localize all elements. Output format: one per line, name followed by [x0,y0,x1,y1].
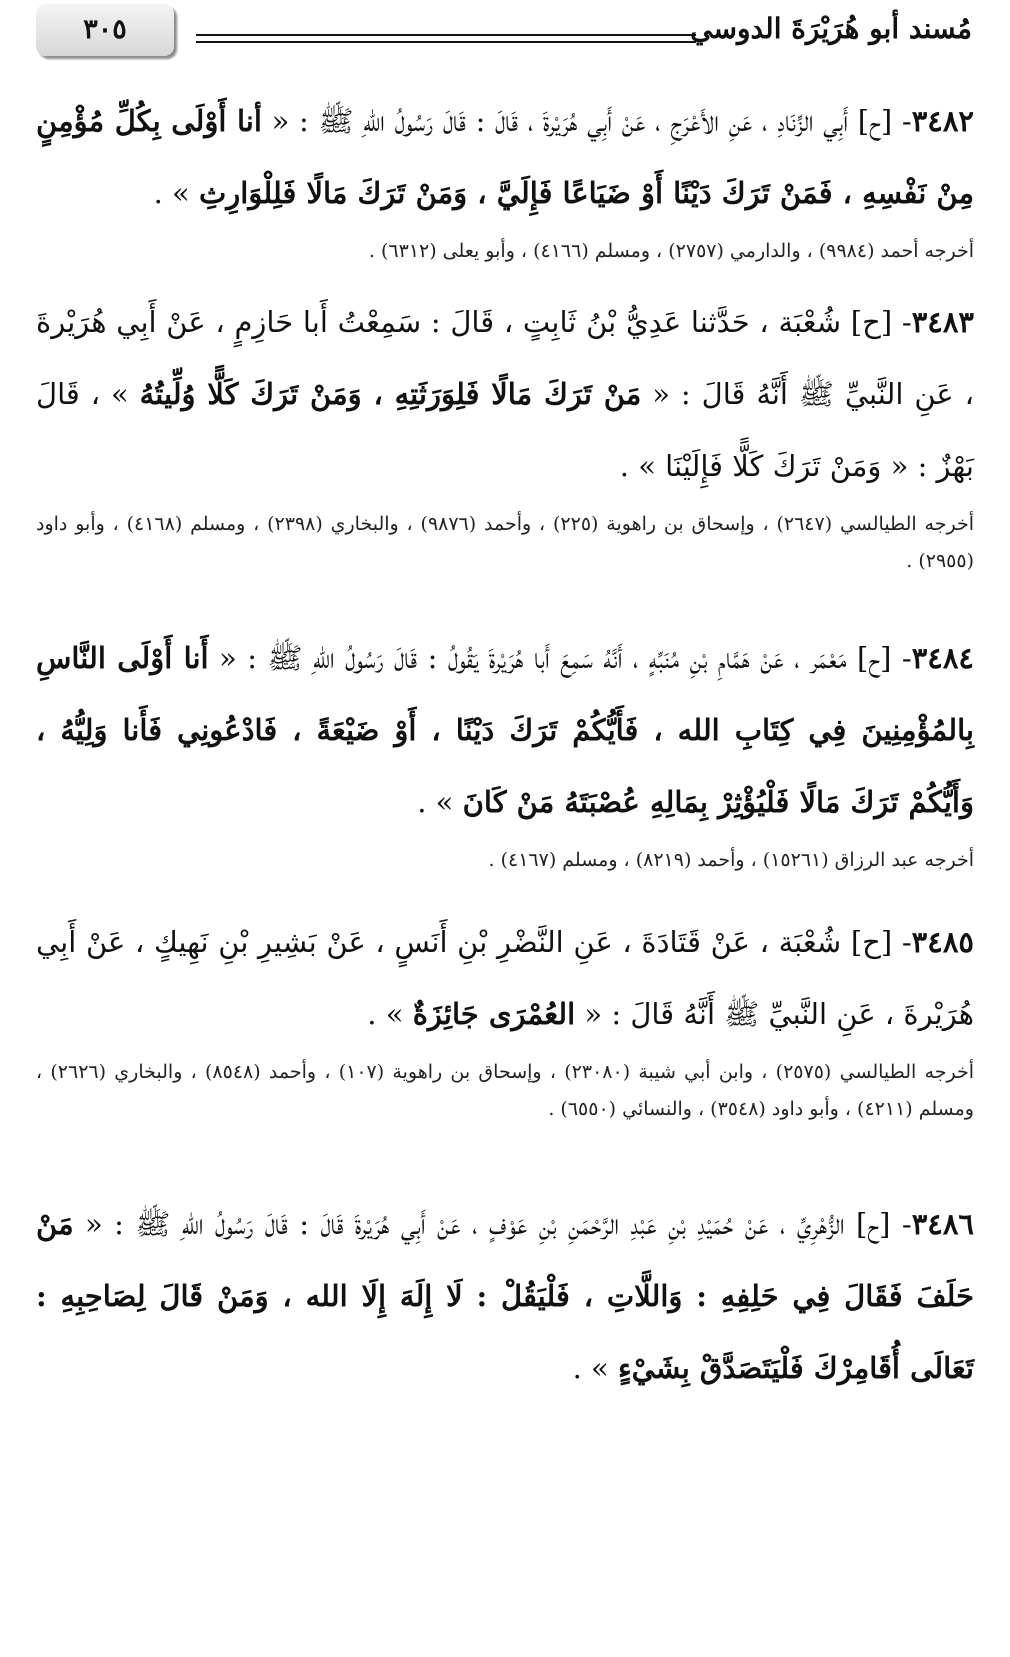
isnad: [ح] الزُّهْرِيِّ ، عَنْ حُمَيْدِ بْنِ عَبْدِ الرَّحْمَنِ بْنِ عَوْفٍ ، عَنْ أَبِي هُرَيْرةَ قَالَ : قَالَ رَسُولُ اللهِ ﷺ : « [85,1207,891,1241]
header-rule [196,41,696,43]
entry-number: ٣٤٨٣ [911,305,974,339]
hadith-text: ٣٤٨٦- [ح] الزُّهْرِيِّ ، عَنْ حُمَيْدِ بْنِ عَبْدِ الرَّحْمَنِ بْنِ عَوْفٍ ، عَنْ أَبِي هُرَيْرةَ قَالَ : قَالَ رَسُولُ اللهِ ﷺ : « مَنْ حَلَفَ فَقَالَ فِي حَلِفِهِ : وَاللَّاتِ ، فَلْيَقُلْ : لَا إِلَهَ إِلَا الله ، وَمَنْ قَالَ لِصَاحِبِهِ : تَعَالَى أُقَامِرْكَ فَلْيَتَصَدَّقْ بِشَيْءٍ » . [36,1207,974,1385]
hadith-matn: أَنا أَوْلَى النَّاسِ بِالمُؤْمِنِينَ فِي كِتَابِ الله ، فَأَيُّكُمْ تَرَكَ دَيْنًا ، أَوْ ضَيْعَةً ، فَادْعُونِي فَأَنا وَلِيُّهُ ، وَأَيُّكُمْ تَرَكَ مَالًا فَلْيُؤْثِرْ بِمَالِهِ عُصْبَتَهُ مَنْ كَانَ [36,641,974,819]
page-number-tab: ٣٠٥ [36,4,174,56]
hadith-entry-3486 [36,1188,974,1404]
takhrij-note: أخرجه الطيالسي (٢٥٧٥) ، وابن أبي شيبة (٢٣٠٨٠) ، وإسحاق بن راهوية (١٠٧) ، وأحمد (٨٥٤٨) ، والبخاري (٢٦٢٦) ، ومسلم (٤٢١١) ، وأبو داود (٣٥٤٨) ، والنسائي (٦٥٥٠) . [36,1061,975,1120]
page-header [0,0,1010,70]
hadith-matn: مَنْ تَرَكَ مَالًا فَلِوَرَثَتِهِ ، وَمَنْ تَرَكَ كَلًّا وُلِّيتُهُ [139,377,642,411]
hadith-matn: العُمْرَى جَائِزَةٌ [412,997,576,1031]
entry-number: ٣٤٨٢ [911,104,975,138]
closing: » ، قَالَ بَهْزٌ : « وَمَنْ تَرَكَ كَلًّا فَإِلَيْنَا » . [36,377,974,483]
hadith-text: ٣٤٨٢- [ح] أَبِي الزِّنَادِ ، عَنِ الأَعْرَجِ ، عَنْ أَبِي هُرَيْرةَ ، قَالَ : قَالَ رَسُولُ اللهِ ﷺ : « أنا أَوْلَى بِكُلِّ مُؤْمِنٍ مِنْ نَفْسِهِ ، فَمَنْ تَرَكَ دَيْنًا أَوْ ضَيَاعًا فَإِلَيَّ ، وَمَنْ تَرَكَ مَالًا فَلِلْوَارِثِ » . [36,104,975,210]
closing: » . [417,785,454,819]
hadith-entry-3483 [36,286,974,580]
hadith-text: ٣٤٨٤- [ح] مَعْمَر ، عَنْ هَمَّامِ بْنِ مُنَبِّهٍ ، أَنَّهُ سَمِعَ أَبا هُرَيْرةَ يَقُولُ : قَالَ رَسُولُ اللهِ ﷺ : « أَنا أَوْلَى النَّاسِ بِالمُؤْمِنِينَ فِي كِتَابِ الله ، فَأَيُّكُمْ تَرَكَ دَيْنًا ، أَوْ ضَيْعَةً ، فَادْعُونِي فَأَنا وَلِيُّهُ ، وَأَيُّكُمْ تَرَكَ مَالًا فَلْيُؤْثِرْ بِمَالِهِ عُصْبَتَهُ مَنْ كَانَ » . [36,641,975,819]
takhrij-note: أخرجه أحمد (٩٩٨٤) ، والدارمي (٢٧٥٧) ، ومسلم (٤١٦٦) ، وأبو يعلى (٦٣١٢) . [368,240,974,262]
hadith-entry-3485 [36,906,974,1128]
hadith-text: ٣٤٨٣- [ح] شُعْبَة ، حَدَّثنا عَدِيُّ بْنُ ثَابِتٍ ، قَالَ : سَمِعْتُ أَبا حَازِمٍ ، عَنْ أَبِي هُرَيْرةَ ، عَنِ النَّبيِّ ﷺ أَنَّهُ قَالَ : « مَنْ تَرَكَ مَالًا فَلِوَرَثَتِهِ ، وَمَنْ تَرَكَ كَلًّا وُلِّيتُهُ » ، قَالَ بَهْزٌ : « وَمَنْ تَرَكَ كَلًّا فَإِلَيْنَا » . [36,305,975,483]
isnad: [ح] شُعْبَة ، عَنْ قَتَادَةَ ، عَنِ النَّضْرِ بْنِ أَنَسٍ ، عَنْ بَشِيرِ بْنِ نَهِيكٍ ، عَنْ أَبِي هُرَيْرةَ ، عَنِ النَّبيِّ ﷺ أَنَّهُ قَالَ : « [36,925,974,1031]
hadith-entry-3484 [36,622,974,879]
closing: » . [153,176,190,210]
takhrij-note: أخرجه الطيالسي (٢٦٤٧) ، وإسحاق بن راهوية (٢٢٥) ، وأحمد (٩٨٧٦) ، والبخاري (٢٣٩٨) ، ومسلم (٤١٦٨) ، وأبو داود (٢٩٥٥) . [36,513,974,572]
isnad: [ح] أَبِي الزِّنَادِ ، عَنِ الأَعْرَجِ ، عَنْ أَبِي هُرَيْرةَ ، قَالَ : قَالَ رَسُولُ اللهِ ﷺ : « [271,104,893,138]
isnad: [ح] مَعْمَر ، عَنْ هَمَّامِ بْنِ مُنَبِّهٍ ، أَنَّهُ سَمِعَ أَبا هُرَيْرةَ يَقُولُ : قَالَ رَسُولُ اللهِ ﷺ : « [219,641,892,675]
hadith-entry-3482 [36,85,974,270]
isnad: [ح] شُعْبَة ، حَدَّثنا عَدِيُّ بْنُ ثَابِتٍ ، قَالَ : سَمِعْتُ أَبا حَازِمٍ ، عَنْ أَبِي هُرَيْرةَ ، عَنِ النَّبيِّ ﷺ أَنَّهُ قَالَ : « [36,305,975,411]
header-rule [196,34,696,36]
closing: » . [572,1351,609,1385]
hadith-matn: مَنْ حَلَفَ فَقَالَ فِي حَلِفِهِ : وَاللَّاتِ ، فَلْيَقُلْ : لَا إِلَهَ إِلَا الله ، وَمَنْ قَالَ لِصَاحِبِهِ : تَعَالَى أُقَامِرْكَ فَلْيَتَصَدَّقْ بِشَيْءٍ [36,1207,974,1385]
entry-number: ٣٤٨٤ [911,641,975,675]
entry-number: ٣٤٨٦ [911,1207,974,1241]
hadith-matn: أنا أَوْلَى بِكُلِّ مُؤْمِنٍ مِنْ نَفْسِهِ ، فَمَنْ تَرَكَ دَيْنًا أَوْ ضَيَاعًا فَإِلَيَّ ، وَمَنْ تَرَكَ مَالًا فَلِلْوَارِثِ [36,104,974,210]
running-title: مُسند أبو هُرَيْرَةَ الدوسي [690,12,972,45]
takhrij-note: أخرجه عبد الرزاق (١٥٢٦١) ، وأحمد (٨٢١٩) ، ومسلم (٤١٦٧) . [488,849,974,871]
hadith-text: ٣٤٨٥- [ح] شُعْبَة ، عَنْ قَتَادَةَ ، عَنِ النَّضْرِ بْنِ أَنَسٍ ، عَنْ بَشِيرِ بْنِ نَهِيكٍ ، عَنْ أَبِي هُرَيْرةَ ، عَنِ النَّبيِّ ﷺ أَنَّهُ قَالَ : « العُمْرَى جَائِزَةٌ » . [36,925,974,1031]
entry-number: ٣٤٨٥ [911,925,974,959]
closing: » . [367,997,404,1031]
